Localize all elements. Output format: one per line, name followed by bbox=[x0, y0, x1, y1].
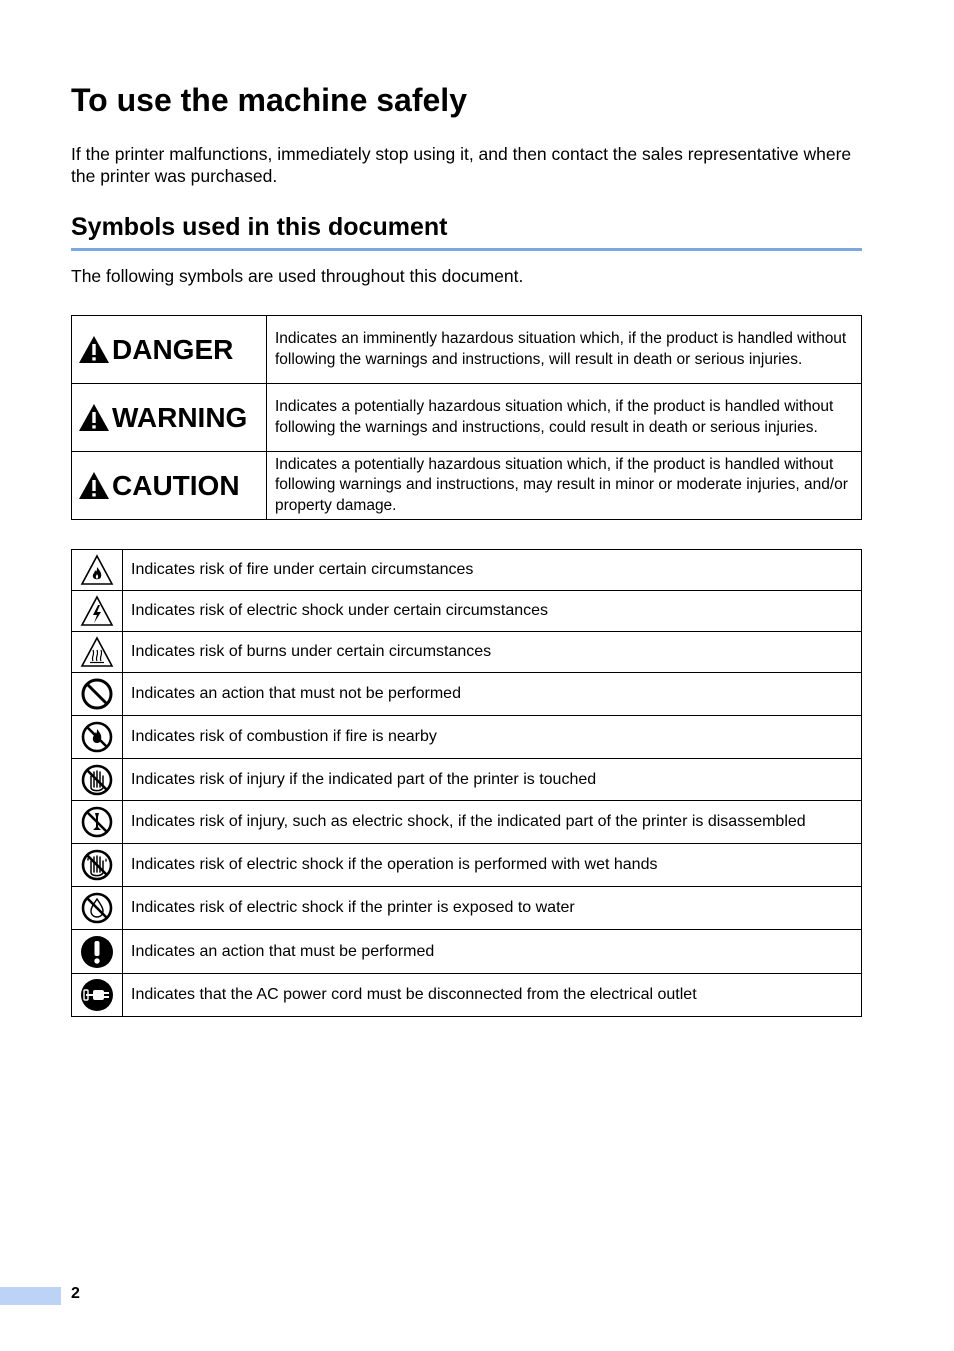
no-open-flame-icon bbox=[80, 720, 114, 754]
signal-word-label: CAUTION bbox=[112, 469, 240, 501]
table-row bbox=[72, 974, 862, 1017]
lead-paragraph: The following symbols are used throughout this document. bbox=[71, 266, 524, 286]
do-not-touch-icon bbox=[80, 763, 114, 797]
prohibited-icon bbox=[80, 677, 114, 711]
table-row bbox=[72, 759, 862, 801]
symbol-description: Indicates risk of electric shock if the printer is exposed to water bbox=[123, 887, 862, 930]
burn-warning-icon bbox=[80, 635, 114, 669]
section-heading: Symbols used in this document bbox=[71, 213, 862, 251]
signal-description: Indicates a potentially hazardous situation which, if the product is handled without following the warnings and instructions, could result in death or serious injuries. bbox=[267, 384, 862, 452]
table-row bbox=[72, 716, 862, 759]
electric-shock-warning-icon bbox=[80, 594, 114, 628]
symbol-description: Indicates risk of combustion if fire is nearby bbox=[123, 716, 862, 759]
signal-word-label: WARNING bbox=[112, 401, 248, 433]
symbol-description: Indicates an action that must be performed bbox=[123, 930, 862, 974]
symbol-description: Indicates risk of injury if the indicated part of the printer is touched bbox=[123, 759, 862, 801]
unplug-icon bbox=[80, 978, 114, 1012]
fire-warning-icon bbox=[80, 553, 114, 587]
intro-paragraph: If the printer malfunctions, immediately stop using it, and then contact the sales representative where the printer was purchased. bbox=[71, 144, 852, 186]
signal-row-caution bbox=[72, 452, 862, 520]
warning-triangle-icon bbox=[78, 403, 110, 432]
warning-triangle-icon bbox=[78, 335, 110, 364]
table-row bbox=[72, 550, 862, 591]
symbol-table bbox=[71, 549, 862, 1017]
symbol-description: Indicates that the AC power cord must be disconnected from the electrical outlet bbox=[123, 974, 862, 1017]
do-not-disassemble-icon bbox=[80, 805, 114, 839]
symbol-description: Indicates risk of injury, such as electric shock, if the indicated part of the printer is disassembled bbox=[123, 801, 862, 844]
table-row bbox=[72, 673, 862, 716]
table-row bbox=[72, 801, 862, 844]
footer-bar bbox=[0, 1287, 61, 1305]
signal-row-danger bbox=[72, 316, 862, 384]
symbol-description: Indicates risk of burns under certain circumstances bbox=[123, 632, 862, 673]
page-number: 2 bbox=[71, 1285, 80, 1302]
signal-word-table bbox=[71, 315, 862, 520]
table-row bbox=[72, 632, 862, 673]
mandatory-action-icon bbox=[80, 935, 114, 969]
symbol-description: Indicates risk of electric shock if the operation is performed with wet hands bbox=[123, 844, 862, 887]
signal-description: Indicates an imminently hazardous situation which, if the product is handled without following the warnings and instructions, will result in death or serious injuries. bbox=[267, 316, 862, 384]
table-row bbox=[72, 844, 862, 887]
signal-description: Indicates a potentially hazardous situation which, if the product is handled without following warnings and instructions, may result in minor or moderate injuries, and/or property damage. bbox=[267, 452, 862, 520]
symbol-description: Indicates an action that must not be performed bbox=[123, 673, 862, 716]
signal-row-warning bbox=[72, 384, 862, 452]
no-water-icon bbox=[80, 891, 114, 925]
table-row bbox=[72, 887, 862, 930]
warning-triangle-icon bbox=[78, 471, 110, 500]
symbol-description: Indicates risk of electric shock under certain circumstances bbox=[123, 591, 862, 632]
no-wet-hands-icon bbox=[80, 848, 114, 882]
symbol-description: Indicates risk of fire under certain circumstances bbox=[123, 550, 862, 591]
table-row bbox=[72, 930, 862, 974]
page-title: To use the machine safely bbox=[71, 82, 467, 118]
table-row bbox=[72, 591, 862, 632]
signal-word-label: DANGER bbox=[112, 333, 234, 365]
